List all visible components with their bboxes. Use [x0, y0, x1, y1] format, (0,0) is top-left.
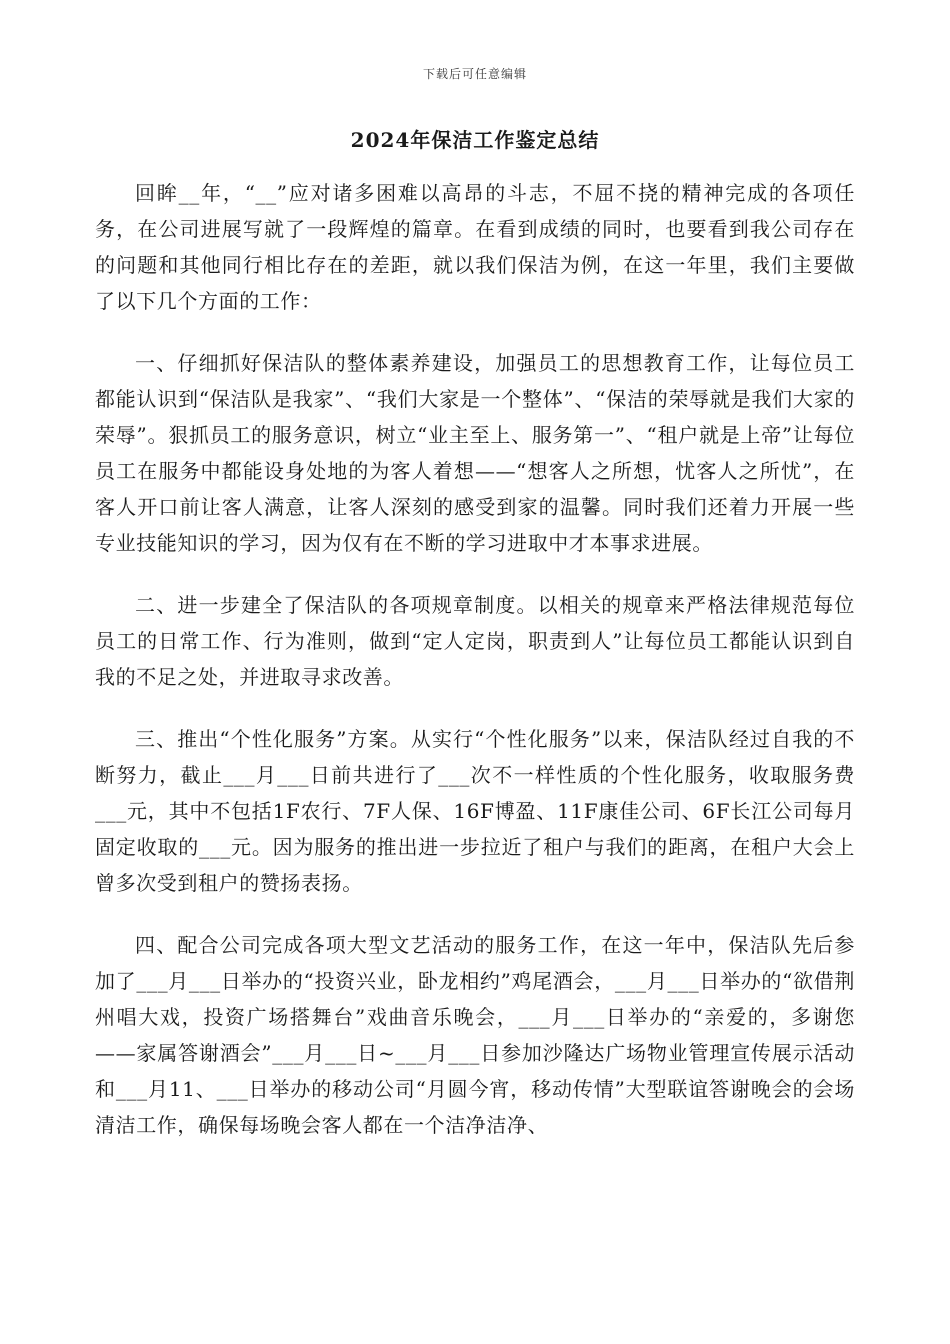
document-body — [95, 175, 855, 1169]
paragraph-section-3: 三、推出“个性化服务”方案。从实行“个性化服务”以来，保洁队经过自我的不断努力，截止___月___日前共进行了___次不一样性质的个性化服务，收取服务费___元，其中不包括1F农行、7F人保、16F博盈、11F康佳公司、6F长江公司每月固定收取的___元。因为服务的推出进一步拉近了租户与我们的距离，在租户大会上曾多次受到租户的赞扬表扬。 — [95, 727, 855, 895]
paragraph-section-4: 四、配合公司完成各项大型文艺活动的服务工作，在这一年中，保洁队先后参加了___月___日举办的“投资兴业，卧龙相约”鸡尾酒会，___月___日举办的“欲借荆州唱大戏，投资广场搭舞台”戏曲音乐晚会，___月___日举办的“亲爱的，多谢您——家属答谢酒会”___月___日~___月___日参加沙隆达广场物业管理宣传展示活动和___月11、___日举办的移动公司“月圆今宵，移动传情”大型联谊答谢晚会的会场清洁工作，确保每场晚会客人都在一个洁净洁净、 — [95, 933, 855, 1137]
document-title: 2024年保洁工作鉴定总结 — [350, 128, 600, 152]
paragraph-section-2: 二、进一步建全了保洁队的各项规章制度。以相关的规章来严格法律规范每位员工的日常工作、行为准则，做到“定人定岗，职责到人”让每位员工都能认识到自我的不足之处，并进取寻求改善。 — [95, 593, 855, 689]
header-note: 下载后可任意编辑 — [422, 67, 527, 81]
paragraph-section-1: 一、仔细抓好保洁队的整体素养建设，加强员工的思想教育工作，让每位员工都能认识到“保洁队是我家”、“我们大家是一个整体”、“保洁的荣辱就是我们大家的荣辱”。狠抓员工的服务意识，树立“业主至上、服务第一”、“租户就是上帝”让每位员工在服务中都能设身处地的为客人着想——“想客人之所想，忧客人之所忧”，在客人开口前让客人满意，让客人深刻的感受到家的温馨。同时我们还着力开展一些专业技能知识的学习，因为仅有在不断的学习进取中才本事求进展。 — [95, 351, 855, 555]
paragraph-intro: 回眸__年，“__”应对诸多困难以高昂的斗志，不屈不挠的精神完成的各项任务，在公司进展写就了一段辉煌的篇章。在看到成绩的同时，也要看到我公司存在的问题和其他同行相比存在的差距，就以我们保洁为例，在这一年里，我们主要做了以下几个方面的工作： — [95, 181, 855, 313]
